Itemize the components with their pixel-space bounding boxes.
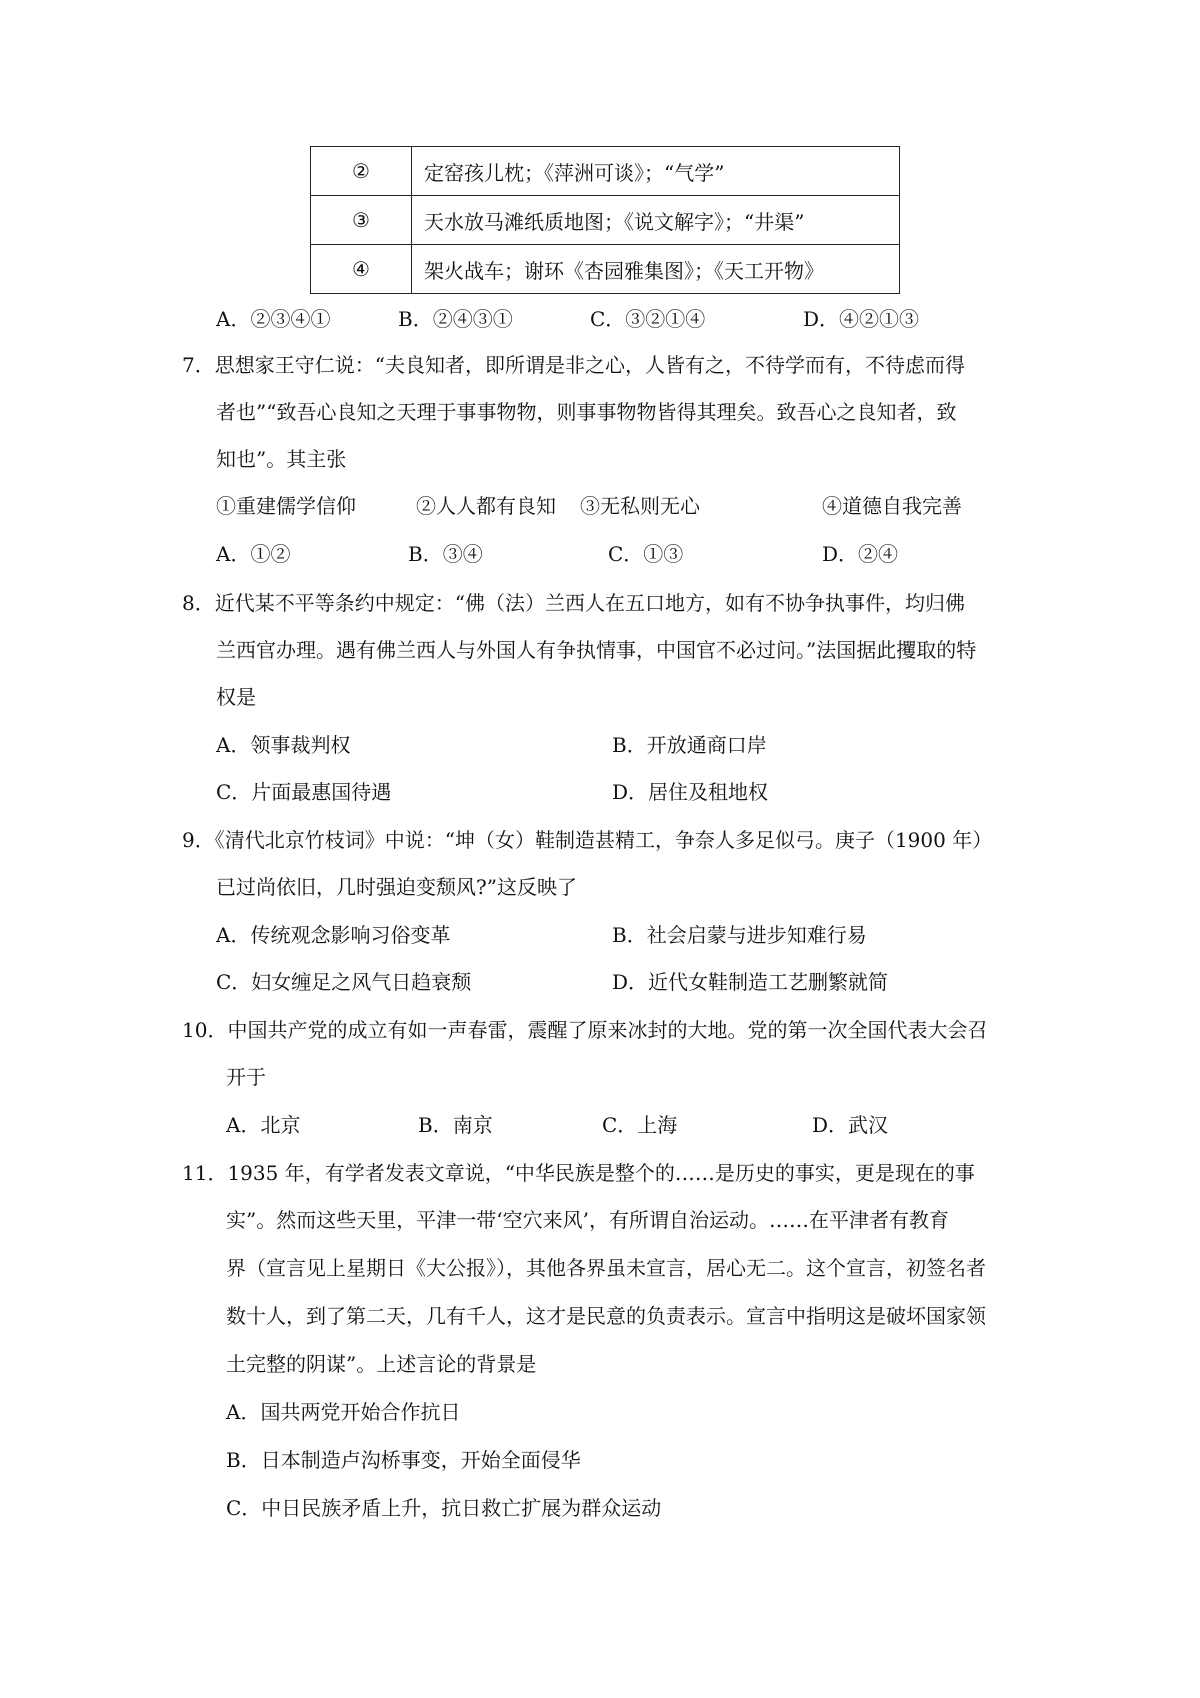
q8-option-d[interactable]: D．居住及租地权	[612, 780, 769, 804]
row-number: ④	[311, 245, 412, 294]
q8-stem-line-1: 8．近代某不平等条约中规定：“佛（法）兰西人在五口地方，如有不协争执事件，均归佛	[182, 591, 965, 615]
q10-option-b[interactable]: B．南京	[418, 1113, 493, 1137]
q9-option-d[interactable]: D．近代女鞋制造工艺删繁就简	[612, 970, 889, 994]
q7-option-b[interactable]: B．③④	[408, 542, 483, 566]
q8-stem-line-3: 权是	[216, 685, 256, 709]
q7-option-d[interactable]: D．②④	[822, 542, 899, 566]
q10-stem-line-2: 开于	[226, 1065, 266, 1089]
q11-stem-line-5: 土完整的阴谋”。上述言论的背景是	[226, 1352, 537, 1376]
row-number: ③	[311, 196, 412, 245]
row-text: 架火战车；谢环《杏园雅集图》；《天工开物》	[412, 245, 900, 294]
row-text: 天水放马滩纸质地图；《说文解字》；“井渠”	[412, 196, 900, 245]
q7-statement-1: ①重建儒学信仰	[216, 494, 356, 518]
q9-option-a[interactable]: A．传统观念影响习俗变革	[216, 923, 451, 947]
q11-stem-line-3: 界（宣言见上星期日《大公报》），其他各界虽未宣言，居心无二。这个宣言，初签名者	[226, 1256, 986, 1280]
q7-stem-line-2: 者也”“致吾心良知之天理于事事物物，则事事物物皆得其理矣。致吾心之良知者，致	[216, 400, 957, 424]
table-row	[311, 196, 900, 245]
q10-option-c[interactable]: C．上海	[602, 1113, 678, 1137]
q7-statement-2: ②人人都有良知	[416, 494, 556, 518]
table-row	[311, 245, 900, 294]
q7-statement-3: ③无私则无心	[580, 494, 700, 518]
q7-statement-4: ④道德自我完善	[822, 494, 962, 518]
q6-option-d[interactable]: D．④②①③	[803, 307, 920, 331]
row-text: 定窑孩儿枕；《萍洲可谈》；“气学”	[412, 147, 900, 196]
q7-stem-line-1: 7．思想家王守仁说：“夫良知者，即所谓是非之心，人皆有之，不待学而有，不待虑而得	[182, 353, 965, 377]
q8-option-c[interactable]: C．片面最惠国待遇	[216, 780, 392, 804]
q9-stem-line-2: 已过尚依旧，几时强迫变颓风?”这反映了	[216, 875, 577, 899]
q10-stem-line-1: 10．中国共产党的成立有如一声春雷，震醒了原来冰封的大地。党的第一次全国代表大会召	[182, 1018, 988, 1042]
table-row	[311, 147, 900, 196]
invention-table	[310, 146, 900, 294]
q10-option-a[interactable]: A．北京	[226, 1113, 301, 1137]
q11-stem-line-1: 11．1935 年，有学者发表文章说，“中华民族是整个的……是历史的事实，更是现在的事	[182, 1161, 975, 1185]
q11-stem-line-2: 实”。然而这些天里，平津一带‘空穴来风’，有所谓自治运动。……在平津者有教育	[226, 1208, 949, 1232]
q11-stem-line-4: 数十人，到了第二天，几有千人，这才是民意的负责表示。宣言中指明这是破坏国家领	[226, 1304, 986, 1328]
row-number: ②	[311, 147, 412, 196]
q6-option-c[interactable]: C．③②①④	[590, 307, 706, 331]
q6-option-b[interactable]: B．②④③①	[398, 307, 513, 331]
q11-option-c[interactable]: C．中日民族矛盾上升，抗日救亡扩展为群众运动	[226, 1496, 662, 1520]
q6-option-a[interactable]: A．②③④①	[216, 307, 331, 331]
q9-stem-line-1: 9．《清代北京竹枝词》中说：“坤（女）鞋制造甚精工，争奈人多足似弓。庚子（1900 年）	[182, 828, 993, 852]
q8-stem-line-2: 兰西官办理。遇有佛兰西人与外国人有争执情事，中国官不必过问。”法国据此攫取的特	[216, 638, 977, 662]
q7-stem-line-3: 知也”。其主张	[216, 447, 347, 471]
q8-option-a[interactable]: A．领事裁判权	[216, 733, 351, 757]
q7-option-a[interactable]: A．①②	[216, 542, 291, 566]
q11-option-b[interactable]: B．日本制造卢沟桥事变，开始全面侵华	[226, 1448, 581, 1472]
q8-option-b[interactable]: B．开放通商口岸	[612, 733, 767, 757]
q10-option-d[interactable]: D．武汉	[812, 1113, 889, 1137]
q9-option-c[interactable]: C．妇女缠足之风气日趋衰颓	[216, 970, 472, 994]
q9-option-b[interactable]: B．社会启蒙与进步知难行易	[612, 923, 867, 947]
q11-option-a[interactable]: A．国共两党开始合作抗日	[226, 1400, 461, 1424]
q7-option-c[interactable]: C．①③	[608, 542, 684, 566]
